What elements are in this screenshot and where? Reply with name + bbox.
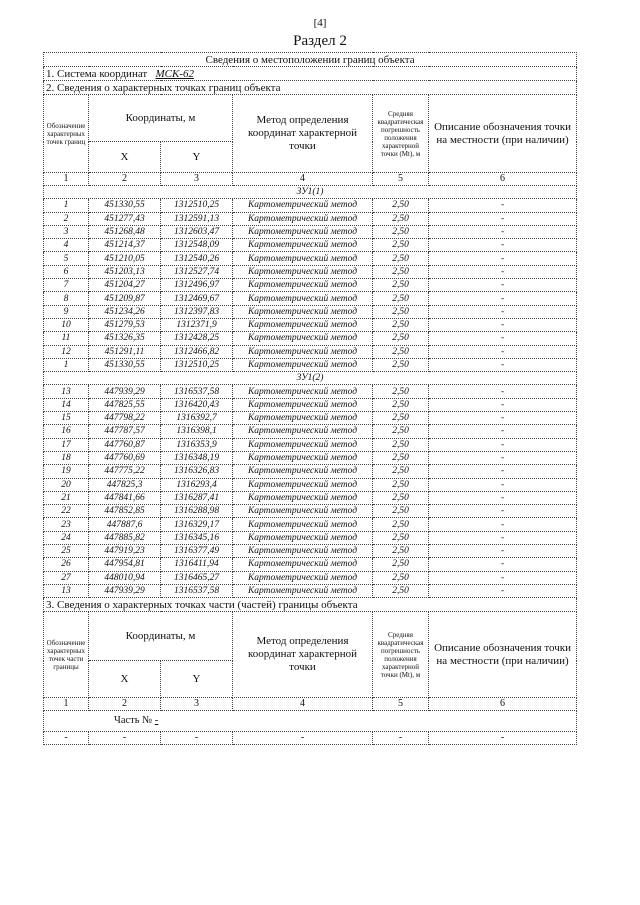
table-row — [44, 584, 577, 597]
method: Картометрический метод — [233, 239, 373, 252]
point-id: 25 — [44, 545, 89, 558]
group-header-row — [44, 372, 577, 385]
table-row — [44, 212, 577, 225]
coord-y: 1312527,74 — [161, 265, 233, 278]
point-id: 16 — [44, 425, 89, 438]
coord-x: 447825,55 — [89, 398, 161, 411]
part-number-row — [44, 711, 577, 732]
point-id: 1 — [44, 199, 89, 212]
description: - — [429, 571, 577, 584]
accuracy: 2,50 — [373, 478, 429, 491]
s2-header-description: Описание обозначения точки на местности (при наличии) — [429, 95, 577, 173]
coord-y: 1312591,13 — [161, 212, 233, 225]
table-row — [44, 545, 577, 558]
coord-y: 1312510,25 — [161, 358, 233, 371]
table-row — [44, 465, 577, 478]
coord-y: 1316411,94 — [161, 558, 233, 571]
description: - — [429, 305, 577, 318]
coord-system-label: 1. Система координат — [46, 67, 148, 80]
coord-y: 1312371,9 — [161, 318, 233, 331]
table-row — [44, 225, 577, 238]
method: Картометрический метод — [233, 505, 373, 518]
coord-y: 1316293,4 — [161, 478, 233, 491]
description: - — [429, 584, 577, 597]
method: Картометрический метод — [233, 491, 373, 504]
coord-y: 1316420,43 — [161, 398, 233, 411]
point-id: 6 — [44, 265, 89, 278]
s3-header-y: Y — [161, 661, 233, 698]
point-id: 13 — [44, 584, 89, 597]
method: Картометрический метод — [233, 265, 373, 278]
accuracy: 2,50 — [373, 318, 429, 331]
point-id: 21 — [44, 491, 89, 504]
coord-x: 447919,23 — [89, 545, 161, 558]
point-id: 17 — [44, 438, 89, 451]
coord-x: 447760,87 — [89, 438, 161, 451]
accuracy: 2,50 — [373, 345, 429, 358]
coord-x: 451204,27 — [89, 279, 161, 292]
description: - — [429, 212, 577, 225]
method: Картометрический метод — [233, 225, 373, 238]
coord-y: - — [161, 732, 233, 745]
accuracy: 2,50 — [373, 398, 429, 411]
column-number: 1 — [44, 173, 89, 186]
method: Картометрический метод — [233, 358, 373, 371]
s3-header-x: X — [89, 661, 161, 698]
table-row — [44, 425, 577, 438]
table-row — [44, 505, 577, 518]
coord-x: 451268,48 — [89, 225, 161, 238]
table-row — [44, 358, 577, 371]
method: Картометрический метод — [233, 438, 373, 451]
table-row — [44, 239, 577, 252]
column-number: 5 — [373, 173, 429, 186]
method: Картометрический метод — [233, 292, 373, 305]
table-row — [44, 558, 577, 571]
description: - — [429, 465, 577, 478]
s2-column-numbers — [44, 173, 577, 186]
coord-x: 447885,82 — [89, 531, 161, 544]
coord-x: 447939,29 — [89, 584, 161, 597]
coord-y: 1316326,83 — [161, 465, 233, 478]
method: Картометрический метод — [233, 305, 373, 318]
method: Картометрический метод — [233, 345, 373, 358]
point-id: 23 — [44, 518, 89, 531]
group-name: ЗУ1(2) — [44, 372, 577, 385]
coord-y: 1312603,47 — [161, 225, 233, 238]
method: Картометрический метод — [233, 279, 373, 292]
table-row — [44, 305, 577, 318]
method: Картометрический метод — [233, 545, 373, 558]
description: - — [429, 545, 577, 558]
point-id: 27 — [44, 571, 89, 584]
accuracy: 2,50 — [373, 545, 429, 558]
coord-x: 451277,43 — [89, 212, 161, 225]
column-number: 4 — [233, 173, 373, 186]
coord-x: 447954,81 — [89, 558, 161, 571]
coord-y: 1316345,16 — [161, 531, 233, 544]
description: - — [429, 318, 577, 331]
method: Картометрический метод — [233, 412, 373, 425]
coord-y: 1312496,97 — [161, 279, 233, 292]
coord-y: 1312469,67 — [161, 292, 233, 305]
method: Картометрический метод — [233, 252, 373, 265]
coord-y: 1312540,26 — [161, 252, 233, 265]
coord-y: 1316348,19 — [161, 451, 233, 464]
accuracy: 2,50 — [373, 305, 429, 318]
description: - — [429, 518, 577, 531]
point-id: 1 — [44, 358, 89, 371]
method: Картометрический метод — [233, 425, 373, 438]
group-name: ЗУ1(1) — [44, 186, 577, 199]
accuracy: 2,50 — [373, 465, 429, 478]
method: - — [233, 732, 373, 745]
column-number: 1 — [44, 698, 89, 711]
method: Картометрический метод — [233, 518, 373, 531]
accuracy: 2,50 — [373, 279, 429, 292]
section-title: Раздел 2 — [293, 33, 347, 49]
point-id: 20 — [44, 478, 89, 491]
coord-x: 451330,55 — [89, 199, 161, 212]
description: - — [429, 451, 577, 464]
description: - — [429, 732, 577, 745]
coord-y: 1316288,98 — [161, 505, 233, 518]
table-row — [44, 451, 577, 464]
point-id: 11 — [44, 332, 89, 345]
coord-x: 451214,37 — [89, 239, 161, 252]
description: - — [429, 398, 577, 411]
method: Картометрический метод — [233, 571, 373, 584]
coord-y: 1316329,17 — [161, 518, 233, 531]
coord-x: 451279,53 — [89, 318, 161, 331]
accuracy: 2,50 — [373, 491, 429, 504]
coord-x: 447841,66 — [89, 491, 161, 504]
description: - — [429, 412, 577, 425]
description: - — [429, 265, 577, 278]
coord-y: 1312397,83 — [161, 305, 233, 318]
method: Картометрический метод — [233, 584, 373, 597]
point-id: 7 — [44, 279, 89, 292]
method: Картометрический метод — [233, 398, 373, 411]
point-id: 14 — [44, 398, 89, 411]
coord-y: 1316537,58 — [161, 584, 233, 597]
point-id: 3 — [44, 225, 89, 238]
table-row — [44, 478, 577, 491]
description: - — [429, 558, 577, 571]
coord-x: 447852,85 — [89, 505, 161, 518]
coord-x: 447887,6 — [89, 518, 161, 531]
method: Картометрический метод — [233, 451, 373, 464]
coord-x: 451326,35 — [89, 332, 161, 345]
column-number: 4 — [233, 698, 373, 711]
accuracy: 2,50 — [373, 451, 429, 464]
description: - — [429, 505, 577, 518]
s2-header-point-name: Обозначение характерных точек границ — [44, 95, 89, 173]
group-header-row — [44, 186, 577, 199]
column-number: 5 — [373, 698, 429, 711]
method: Картометрический метод — [233, 478, 373, 491]
accuracy: 2,50 — [373, 438, 429, 451]
description: - — [429, 332, 577, 345]
s3-header-accuracy: Средняя квадратическая погрешность положения характерной точки (Mt), м — [373, 612, 429, 698]
accuracy: 2,50 — [373, 265, 429, 278]
coord-y: 1312510,25 — [161, 199, 233, 212]
section3-title: 3. Сведения о характерных точках части (частей) границы объекта — [44, 598, 577, 612]
coord-x: 447825,3 — [89, 478, 161, 491]
table-row — [44, 252, 577, 265]
accuracy: 2,50 — [373, 252, 429, 265]
column-number: 3 — [161, 173, 233, 186]
coord-x: 451209,87 — [89, 292, 161, 305]
point-id: 22 — [44, 505, 89, 518]
coord-y: 1316377,49 — [161, 545, 233, 558]
accuracy: 2,50 — [373, 199, 429, 212]
description: - — [429, 531, 577, 544]
accuracy: 2,50 — [373, 571, 429, 584]
description: - — [429, 385, 577, 398]
table-row — [44, 292, 577, 305]
description: - — [429, 292, 577, 305]
table-row — [44, 571, 577, 584]
point-id: 2 — [44, 212, 89, 225]
coord-x: 451291,11 — [89, 345, 161, 358]
accuracy: 2,50 — [373, 412, 429, 425]
part-value: - — [154, 715, 159, 727]
coord-x: - — [89, 732, 161, 745]
s3-header-description: Описание обозначения точки на местности (при наличии) — [429, 612, 577, 698]
table-row — [44, 491, 577, 504]
s3-header-point-name: Обозначение характерных точек части границы — [44, 612, 89, 698]
point-id: 10 — [44, 318, 89, 331]
accuracy: 2,50 — [373, 292, 429, 305]
coord-y: 1312548,09 — [161, 239, 233, 252]
table-row — [44, 518, 577, 531]
description: - — [429, 425, 577, 438]
description: - — [429, 345, 577, 358]
method: Картометрический метод — [233, 318, 373, 331]
table-row — [44, 345, 577, 358]
page-number: [4] — [313, 17, 327, 29]
coord-system-row — [44, 67, 577, 81]
table-row — [44, 531, 577, 544]
coord-x: 447760,69 — [89, 451, 161, 464]
method: Картометрический метод — [233, 531, 373, 544]
coord-x: 447798,22 — [89, 412, 161, 425]
s2-header-accuracy: Средняя квадратическая погрешность положения характерной точки (Mt), м — [373, 95, 429, 173]
point-id: 26 — [44, 558, 89, 571]
method: Картометрический метод — [233, 385, 373, 398]
table-row — [44, 412, 577, 425]
accuracy: 2,50 — [373, 225, 429, 238]
s2-header-x: X — [89, 142, 161, 173]
s2-header-coordinates: Координаты, м — [89, 95, 233, 142]
point-id: 4 — [44, 239, 89, 252]
accuracy: 2,50 — [373, 332, 429, 345]
description: - — [429, 279, 577, 292]
description: - — [429, 239, 577, 252]
accuracy: 2,50 — [373, 212, 429, 225]
accuracy: 2,50 — [373, 425, 429, 438]
table-row — [44, 438, 577, 451]
method: Картометрический метод — [233, 558, 373, 571]
description: - — [429, 225, 577, 238]
document-table-wrapper — [43, 52, 576, 745]
coord-y: 1316392,7 — [161, 412, 233, 425]
table-row — [44, 279, 577, 292]
table-row — [44, 332, 577, 345]
method: Картометрический метод — [233, 212, 373, 225]
part-label: Часть № — [114, 715, 153, 727]
section2-title: 2. Сведения о характерных точках границ объекта — [44, 81, 577, 95]
point-id: 5 — [44, 252, 89, 265]
column-number: 2 — [89, 173, 161, 186]
coord-y: 1312428,25 — [161, 332, 233, 345]
coord-y: 1316465,27 — [161, 571, 233, 584]
coord-y: 1312466,82 — [161, 345, 233, 358]
s2-header-y: Y — [161, 142, 233, 173]
s3-header-method: Метод определения координат характерной точки — [233, 612, 373, 698]
point-id: 15 — [44, 412, 89, 425]
table-row — [44, 398, 577, 411]
s3-header-coordinates: Координаты, м — [89, 612, 233, 661]
description: - — [429, 199, 577, 212]
table-row — [44, 385, 577, 398]
column-number: 2 — [89, 698, 161, 711]
accuracy: 2,50 — [373, 239, 429, 252]
method: Картометрический метод — [233, 332, 373, 345]
method: Картометрический метод — [233, 199, 373, 212]
s3-column-numbers — [44, 698, 577, 711]
description: - — [429, 438, 577, 451]
accuracy: 2,50 — [373, 584, 429, 597]
column-number: 3 — [161, 698, 233, 711]
point-id: - — [44, 732, 89, 745]
table-title: Сведения о местоположении границ объекта — [44, 53, 577, 67]
point-id: 18 — [44, 451, 89, 464]
coord-y: 1316537,58 — [161, 385, 233, 398]
point-id: 12 — [44, 345, 89, 358]
coord-x: 448010,94 — [89, 571, 161, 584]
s3-empty-row — [44, 732, 577, 745]
description: - — [429, 478, 577, 491]
coord-x: 451203,13 — [89, 265, 161, 278]
accuracy: 2,50 — [373, 518, 429, 531]
description: - — [429, 491, 577, 504]
s2-header-method: Метод определения координат характерной точки — [233, 95, 373, 173]
coord-y: 1316353,9 — [161, 438, 233, 451]
table-row — [44, 265, 577, 278]
point-id: 19 — [44, 465, 89, 478]
column-number: 6 — [429, 698, 577, 711]
method: Картометрический метод — [233, 465, 373, 478]
coord-system-value: МСК-62 — [155, 67, 194, 80]
coord-y: 1316398,1 — [161, 425, 233, 438]
table-row — [44, 318, 577, 331]
description: - — [429, 358, 577, 371]
column-number: 6 — [429, 173, 577, 186]
accuracy: 2,50 — [373, 358, 429, 371]
point-id: 8 — [44, 292, 89, 305]
coord-x: 451234,26 — [89, 305, 161, 318]
accuracy: - — [373, 732, 429, 745]
boundaries-table — [43, 52, 577, 745]
point-id: 24 — [44, 531, 89, 544]
description: - — [429, 252, 577, 265]
coord-y: 1316287,41 — [161, 491, 233, 504]
accuracy: 2,50 — [373, 385, 429, 398]
coord-x: 451210,05 — [89, 252, 161, 265]
coord-x: 447787,57 — [89, 425, 161, 438]
accuracy: 2,50 — [373, 505, 429, 518]
point-id: 9 — [44, 305, 89, 318]
coord-x: 447939,29 — [89, 385, 161, 398]
point-id: 13 — [44, 385, 89, 398]
accuracy: 2,50 — [373, 531, 429, 544]
coord-x: 447775,22 — [89, 465, 161, 478]
table-row — [44, 199, 577, 212]
coord-x: 451330,55 — [89, 358, 161, 371]
accuracy: 2,50 — [373, 558, 429, 571]
